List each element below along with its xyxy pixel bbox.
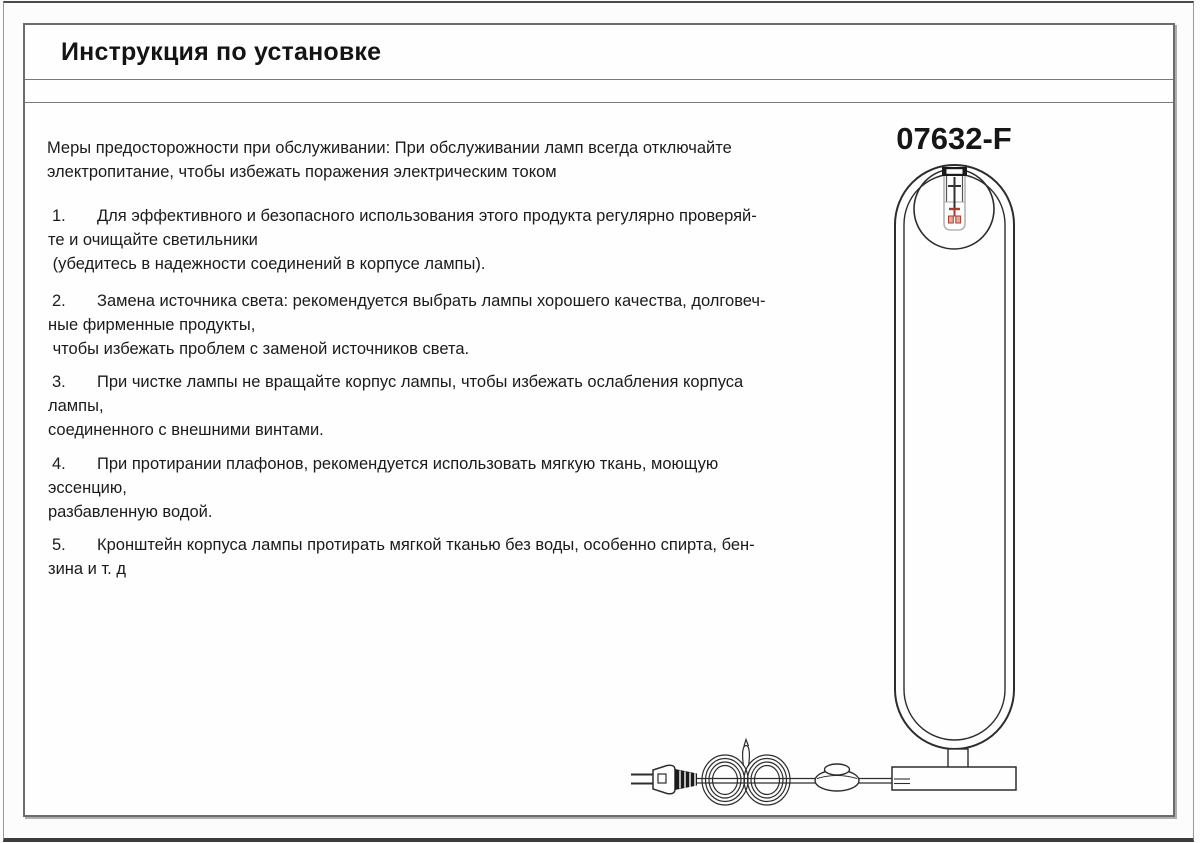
item-4-number: 4. <box>52 455 66 473</box>
power-plug <box>631 765 697 794</box>
safety-line-2: электропитание, чтобы избежать поражения электрическим током <box>47 163 557 181</box>
item-2-line-3: чтобы избежать проблем с заменой источников света. <box>48 340 470 358</box>
floor-lamp-drawing <box>582 107 1072 822</box>
item-2-line-2: ные фирменные продукты, <box>48 316 256 334</box>
plug-prongs <box>631 775 654 784</box>
power-cord <box>696 779 894 784</box>
item-4-line-1: При протирании плафонов, рекомендуется использовать мягкую ткань, моющую <box>97 455 719 473</box>
cord-tie <box>743 740 750 767</box>
item-4-line-2: эссенцию, <box>48 479 127 497</box>
instruction-page <box>23 23 1175 817</box>
item-1-line-1: Для эффективного и безопасного использования этого продукта регулярно проверяй- <box>97 207 757 225</box>
item-5-line-2: зина и т. д <box>48 560 126 578</box>
title-row <box>25 25 1173 80</box>
item-3-line-3: соединенного с внешними винтами. <box>48 421 324 439</box>
lamp-frame-outer <box>895 165 1014 749</box>
item-5-number: 5. <box>52 536 66 554</box>
lamp-base <box>892 767 1016 790</box>
item-1-number: 1. <box>52 207 66 225</box>
plug-body <box>653 765 675 794</box>
lamp-stem <box>948 749 968 768</box>
item-2-number: 2. <box>52 292 66 310</box>
item-3-line-2: лампы, <box>48 397 104 415</box>
item-1-line-3: (убедитесь в надежности соединений в корпусе лампы). <box>48 255 486 273</box>
item-3-number: 3. <box>52 373 66 391</box>
cord-coil <box>702 740 790 806</box>
item-3-line-1: При чистке лампы не вращайте корпус лампы, чтобы избежать ослабления корпуса <box>97 373 744 391</box>
safety-line-1: Меры предосторожности при обслуживании: При обслуживании ламп всегда отключайте <box>47 139 732 157</box>
plug-strain-relief <box>675 769 697 790</box>
page-title: Инструкция по установке <box>61 37 382 66</box>
switch-button <box>825 764 850 775</box>
foot-switch <box>815 764 859 791</box>
item-2-line-1: Замена источника света: рекомендуется выбрать лампы хорошего качества, долговеч- <box>97 292 766 310</box>
header-spacer-band <box>25 80 1173 103</box>
item-4-line-3: разбавленную водой. <box>48 503 213 521</box>
item-5-line-1: Кронштейн корпуса лампы протирать мягкой тканью без воды, особенно спирта, бен- <box>97 536 755 554</box>
item-1-line-2: те и очищайте светильники <box>48 231 258 249</box>
bulb-mount-slot <box>947 169 963 174</box>
model-number: 07632-F <box>896 121 1012 156</box>
